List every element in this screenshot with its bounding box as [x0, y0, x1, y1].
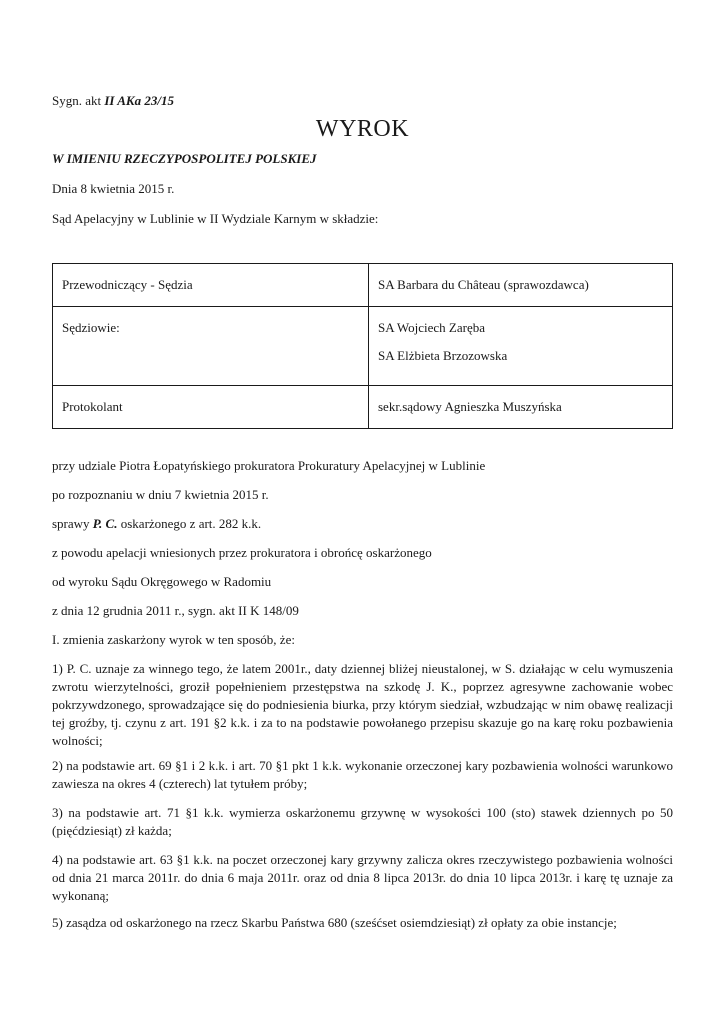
- chair-label: Przewodniczący - Sędzia: [53, 264, 369, 307]
- lower-date-line: z dnia 12 grudnia 2011 r., sygn. akt II K 148/09: [52, 603, 299, 618]
- hearing-line: po rozpoznaniu w dniu 7 kwietnia 2015 r.: [52, 487, 269, 502]
- table-row: [53, 264, 673, 307]
- case-number: II AKa 23/15: [104, 93, 174, 108]
- chair-value: SA Barbara du Château (sprawozdawca): [369, 264, 673, 307]
- clerk-value: sekr.sądowy Agnieszka Muszyńska: [369, 386, 673, 429]
- ruling-point: 2) na podstawie art. 69 §1 i 2 k.k. i art. 70 §1 pkt 1 k.k. wykonanie orzeczonej kary pozbawienia wolności warunkowo zawiesza na okres 4 (czterech) lat tytułem próby;: [52, 758, 673, 791]
- document-subtitle: W IMIENIU RZECZYPOSPOLITEJ POLSKIEJ: [52, 151, 317, 166]
- panel-table: [52, 263, 673, 429]
- case-signature: [52, 92, 174, 110]
- judges-value: [369, 307, 673, 386]
- judge-name: SA Wojciech Zaręba: [378, 320, 486, 335]
- appeal-line: z powodu apelacji wniesionych przez prokuratora i obrońcę oskarżonego: [52, 545, 432, 560]
- court-composition: Sąd Apelacyjny w Lublinie w II Wydziale Karnym w składzie:: [52, 211, 379, 226]
- table-row: [53, 307, 673, 386]
- case-suffix: oskarżonego z art. 282 k.k.: [120, 516, 262, 531]
- case-line: [52, 515, 261, 533]
- document-title: WYROK: [315, 116, 410, 142]
- table-row: [53, 386, 673, 429]
- judgment-date: Dnia 8 kwietnia 2015 r.: [52, 181, 175, 196]
- ruling-point: 4) na podstawie art. 63 §1 k.k. na poczet orzeczonej kary grzywny zalicza okres rzeczywistego pozbawienia wolności od dnia 21 marca 2011r. do dnia 6 maja 2011r. oraz od dnia 8 lipca 2013r. do dnia 10 lipca 2013r. i karę tę uznaje za wykonaną;: [52, 852, 673, 903]
- accused-name: P. C.: [92, 516, 118, 531]
- judges-label: Sędziowie:: [53, 307, 369, 386]
- ruling-point: 3) na podstawie art. 71 §1 k.k. wymierza oskarżonemu grzywnę w wysokości 100 (sto) stawek dziennych po 50 (pięćdziesiąt) zł każda;: [52, 805, 673, 838]
- signature-prefix: Sygn. akt: [52, 93, 102, 108]
- prosecutor-line: przy udziale Piotra Łopatyńskiego prokuratora Prokuratury Apelacyjnej w Lublinie: [52, 458, 486, 473]
- ruling-point: 1) P. C. uznaje za winnego tego, że latem 2001r., daty dziennej bliżej nieustalonej, w S. działając w celu wymuszenia zwrotu wierzytelności, groził popełnieniem przestępstwa na szkodę J. K., poprzez agresywne zachowanie wobec pokrzywdzonego, sprowadzające się do podniesienia biurka, przy którym siedział, wzbudzając w nim obawę realizacji tej groźby, tj. czynu z art. 191 §2 k.k. i za to na podstawie powołanego przepisu skazuje go na karę roku pozbawienia wolności;: [52, 661, 673, 748]
- lower-court-line: od wyroku Sądu Okręgowego w Radomiu: [52, 574, 272, 589]
- section-heading: I. zmienia zaskarżony wyrok w ten sposób, że:: [52, 632, 295, 647]
- ruling-point: 5) zasądza od oskarżonego na rzecz Skarbu Państwa 680 (sześćset osiemdziesiąt) zł opłaty za obie instancje;: [52, 915, 617, 930]
- judge-name: SA Elżbieta Brzozowska: [378, 348, 508, 363]
- case-prefix: sprawy: [52, 516, 90, 531]
- clerk-label: Protokolant: [53, 386, 369, 429]
